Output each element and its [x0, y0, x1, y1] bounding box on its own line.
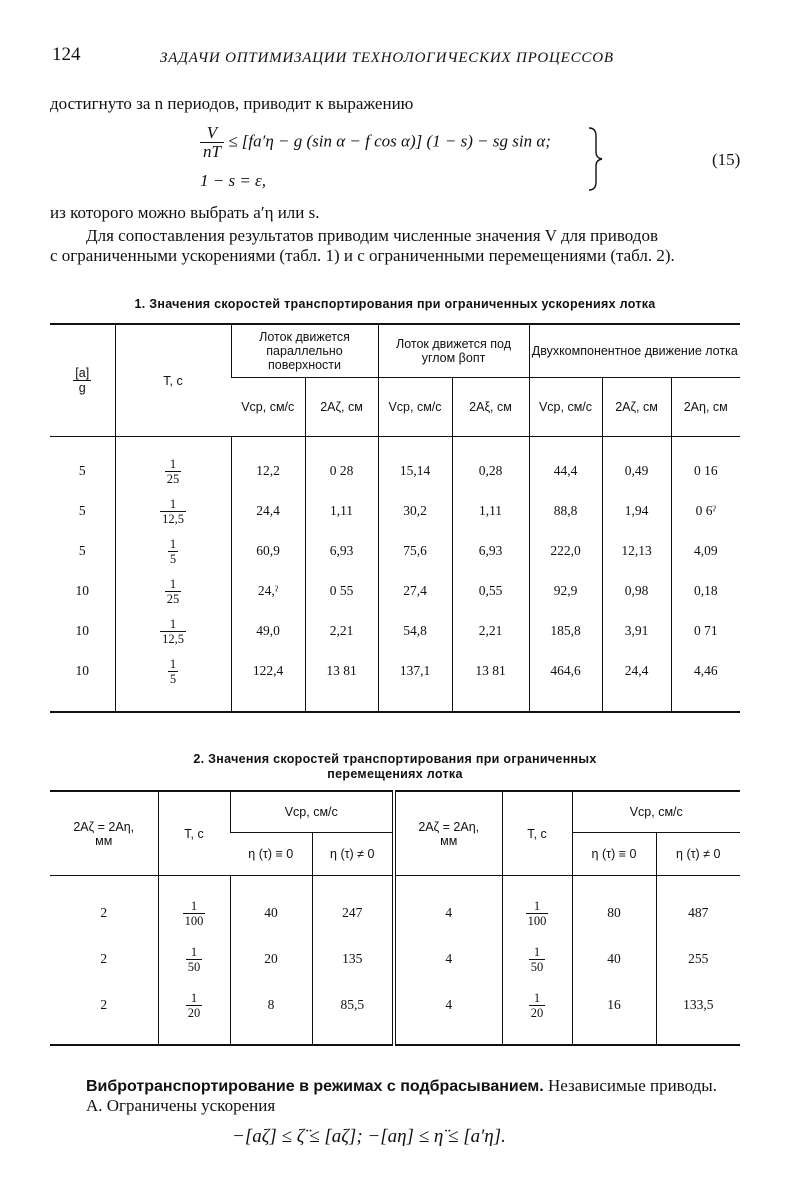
- intro-line: достигнуто за n периодов, приводит к выражению: [50, 94, 414, 113]
- section-title-rest: Независимые приводы.: [547, 1076, 717, 1095]
- cell-T-num: 1: [533, 898, 541, 913]
- table-row: [50, 531, 740, 571]
- table-row: [50, 982, 740, 1028]
- cell-T-den: 100: [527, 913, 547, 928]
- table1-sub-a4: 2Aη, см: [671, 378, 740, 437]
- section-subtitle: А. Ограничены ускорения: [86, 1096, 276, 1115]
- cell-a: 5: [78, 463, 86, 478]
- cell-v2: 15,14: [378, 451, 452, 491]
- table-row: [50, 890, 740, 936]
- table-row: [50, 571, 740, 611]
- after-formula-line: из которого можно выбрать a′η или s.: [50, 203, 320, 222]
- cell-T-num: 1: [190, 944, 198, 959]
- cell-v-neq: 487: [656, 890, 740, 936]
- table2-head-V-left: Vср, см/с: [230, 791, 394, 833]
- cell-T: [115, 651, 231, 691]
- cell-T-den: 25: [166, 591, 180, 606]
- cell-T: [502, 890, 572, 936]
- cell-v2: 27,4: [378, 571, 452, 611]
- cell-T-den: 100: [184, 913, 204, 928]
- table2-caption-line1: 2. Значения скоростей транспортирования при ограниченных: [193, 752, 597, 766]
- cell-T: [158, 982, 230, 1028]
- cell-a4: 0 6ˀ: [671, 491, 740, 531]
- cell-v3: 92,9: [529, 571, 602, 611]
- formula-frac-den: nT: [200, 142, 224, 161]
- cell-a3: 0,98: [602, 571, 671, 611]
- table1-head-a-num: [a]: [75, 366, 90, 380]
- cell-T: [115, 491, 231, 531]
- table1-sub-v1: Vср, см/с: [231, 378, 305, 437]
- table1-group-parallel: Лоток движется параллельно поверхности: [231, 324, 378, 378]
- formula-15-line1: [200, 124, 551, 161]
- cell-a3: 12,13: [602, 531, 671, 571]
- page-number: 124: [52, 44, 81, 65]
- table2-sub-neq-left: η (τ) ≠ 0: [312, 833, 394, 876]
- cell-a: 10: [75, 623, 89, 638]
- table2-sub-eq-left: η (τ) ≡ 0: [230, 833, 312, 876]
- cell-T-den: 12,5: [162, 511, 184, 526]
- table1-sub-a1: 2Aζ, см: [305, 378, 378, 437]
- table-row: [50, 611, 740, 651]
- cell-amp: 2: [100, 997, 108, 1012]
- cell-v-neq: 135: [312, 936, 394, 982]
- cell-a2: 0,55: [452, 571, 529, 611]
- table2-head-amp-left: [50, 791, 158, 876]
- cell-v3: 44,4: [529, 451, 602, 491]
- cell-a: 10: [75, 663, 89, 678]
- table1-head-a: [50, 324, 115, 437]
- cell-T: [158, 936, 230, 982]
- table2-head-T-left: T, с: [158, 791, 230, 876]
- section-formula: −[aζ] ≤ ζ̈ ≤ [aζ]; −[aη] ≤ η̈ ≤ [a′η].: [232, 1126, 506, 1147]
- cell-v1: 122,4: [231, 651, 305, 691]
- table1-head-T: T, с: [115, 324, 231, 437]
- cell-T-num: 1: [169, 576, 177, 591]
- formula-frac-num: V: [206, 123, 218, 142]
- cell-a1: 6,93: [305, 531, 378, 571]
- cell-T: [115, 571, 231, 611]
- cell-a: 10: [75, 583, 89, 598]
- cell-amp: 4: [394, 982, 502, 1028]
- table2-sub-eq-right: η (τ) ≡ 0: [572, 833, 656, 876]
- cell-T-num: 1: [190, 898, 198, 913]
- cell-T-num: 1: [533, 990, 541, 1005]
- cell-a2: 2,21: [452, 611, 529, 651]
- cell-T-num: 1: [169, 656, 177, 671]
- cell-v2: 54,8: [378, 611, 452, 651]
- cell-T-num: 1: [169, 456, 177, 471]
- table1-group-angle: Лоток движется под углом βопт: [378, 324, 529, 378]
- cell-a3: 0,49: [602, 451, 671, 491]
- cell-T-num: 1: [533, 944, 541, 959]
- cell-T-den: 20: [187, 1005, 201, 1020]
- cell-v3: 185,8: [529, 611, 602, 651]
- cell-a2: 13 81: [452, 651, 529, 691]
- table2-caption-line2: перемещениях лотка: [327, 767, 463, 781]
- table2-caption: [50, 752, 740, 782]
- cell-v-eq: 20: [230, 936, 312, 982]
- cell-a3: 24,4: [602, 651, 671, 691]
- cell-T-den: 5: [169, 671, 177, 686]
- running-title: ЗАДАЧИ ОПТИМИЗАЦИИ ТЕХНОЛОГИЧЕСКИХ ПРОЦЕССОВ: [160, 50, 614, 66]
- cell-a2: 1,11: [452, 491, 529, 531]
- cell-v2: 75,6: [378, 531, 452, 571]
- cell-T-num: 1: [169, 496, 177, 511]
- cell-T-den: 12,5: [162, 631, 184, 646]
- cell-a4: 4,09: [671, 531, 740, 571]
- cell-a: 5: [78, 543, 86, 558]
- cell-amp: 2: [100, 951, 108, 966]
- paragraph-line-2: с ограниченными ускорениями (табл. 1) и с ограниченными перемещениями (табл. 2).: [50, 246, 675, 265]
- cell-a4: 0 16: [671, 451, 740, 491]
- cell-T: [115, 531, 231, 571]
- cell-T-den: 20: [530, 1005, 544, 1020]
- cell-a2: 0,28: [452, 451, 529, 491]
- cell-v-eq: 40: [572, 936, 656, 982]
- table1-sub-v3: Vср, см/с: [529, 378, 602, 437]
- table2-head-T-right: T, с: [502, 791, 572, 876]
- section-heading: [86, 1076, 717, 1097]
- table2-head-amp-right-text: 2Aζ = 2Aη,: [418, 819, 480, 834]
- cell-v-eq: 40: [230, 890, 312, 936]
- cell-a4: 0 71: [671, 611, 740, 651]
- table1-sub-a2: 2Aξ, см: [452, 378, 529, 437]
- table1-head-a-den: g: [73, 380, 91, 395]
- cell-v-neq: 255: [656, 936, 740, 982]
- cell-T: [115, 611, 231, 651]
- paragraph-line-1: Для сопоставления результатов приводим численные значения V для приводов: [86, 226, 658, 245]
- formula-line1-rest: ≤ [fa′η − g (sin α − f cos α)] (1 − s) − sg sin α;: [228, 131, 551, 151]
- table2-head-amp-left-text: 2Aζ = 2Aη,: [73, 819, 135, 834]
- cell-a4: 0,18: [671, 571, 740, 611]
- cell-v-eq: 16: [572, 982, 656, 1028]
- table1-sub-a3: 2Aζ, см: [602, 378, 671, 437]
- cell-v-eq: 8: [230, 982, 312, 1028]
- cell-a: 5: [78, 503, 86, 518]
- cell-v1: 24,4: [231, 491, 305, 531]
- cell-a3: 3,91: [602, 611, 671, 651]
- formula-15-line2: 1 − s = ε,: [200, 171, 267, 190]
- cell-v-neq: 133,5: [656, 982, 740, 1028]
- table2-head-amp-right: [394, 791, 502, 876]
- cell-amp: 4: [394, 890, 502, 936]
- cell-v3: 222,0: [529, 531, 602, 571]
- cell-T-den: 25: [166, 471, 180, 486]
- cell-v-neq: 85,5: [312, 982, 394, 1028]
- table2-sub-neq-right: η (τ) ≠ 0: [656, 833, 740, 876]
- cell-T-den: 5: [169, 551, 177, 566]
- cell-T: [115, 451, 231, 491]
- cell-v1: 60,9: [231, 531, 305, 571]
- cell-a3: 1,94: [602, 491, 671, 531]
- formula-fraction: [200, 124, 224, 161]
- cell-v-eq: 80: [572, 890, 656, 936]
- table1-caption: 1. Значения скоростей транспортирования при ограниченных ускорениях лотка: [134, 297, 656, 311]
- cell-a1: 1,11: [305, 491, 378, 531]
- table1: [50, 323, 740, 713]
- cell-v1: 49,0: [231, 611, 305, 651]
- cell-amp: 2: [100, 905, 108, 920]
- cell-v-neq: 247: [312, 890, 394, 936]
- cell-a2: 6,93: [452, 531, 529, 571]
- cell-v2: 30,2: [378, 491, 452, 531]
- cell-T-num: 1: [169, 536, 177, 551]
- cell-v3: 464,6: [529, 651, 602, 691]
- cell-a1: 0 55: [305, 571, 378, 611]
- table-row: [50, 451, 740, 491]
- cell-v1: 12,2: [231, 451, 305, 491]
- table2-head-amp-left-unit: мм: [95, 833, 113, 848]
- table-row: [50, 491, 740, 531]
- formula-number: (15): [712, 150, 741, 169]
- table2: [50, 790, 740, 1046]
- table-row: [50, 936, 740, 982]
- cell-T: [502, 936, 572, 982]
- section-title: Вибротранспортирование в режимах с подбрасыванием.: [86, 1078, 544, 1095]
- table1-sub-v2: Vср, см/с: [378, 378, 452, 437]
- formula-brace: [586, 126, 604, 192]
- cell-T: [158, 890, 230, 936]
- table-row: [50, 651, 740, 691]
- cell-T-den: 50: [187, 959, 201, 974]
- cell-T-den: 50: [530, 959, 544, 974]
- cell-a4: 4,46: [671, 651, 740, 691]
- cell-T-num: 1: [190, 990, 198, 1005]
- cell-v2: 137,1: [378, 651, 452, 691]
- cell-a1: 13 81: [305, 651, 378, 691]
- cell-a1: 0 28: [305, 451, 378, 491]
- table1-group-two-component: Двухкомпонентное движение лотка: [529, 324, 740, 378]
- cell-v1: 24,ˀ: [231, 571, 305, 611]
- cell-v3: 88,8: [529, 491, 602, 531]
- table2-head-V-right: Vср, см/с: [572, 791, 740, 833]
- cell-amp: 4: [394, 936, 502, 982]
- cell-T: [502, 982, 572, 1028]
- table2-head-amp-right-unit: мм: [440, 833, 458, 848]
- cell-T-num: 1: [169, 616, 177, 631]
- cell-a1: 2,21: [305, 611, 378, 651]
